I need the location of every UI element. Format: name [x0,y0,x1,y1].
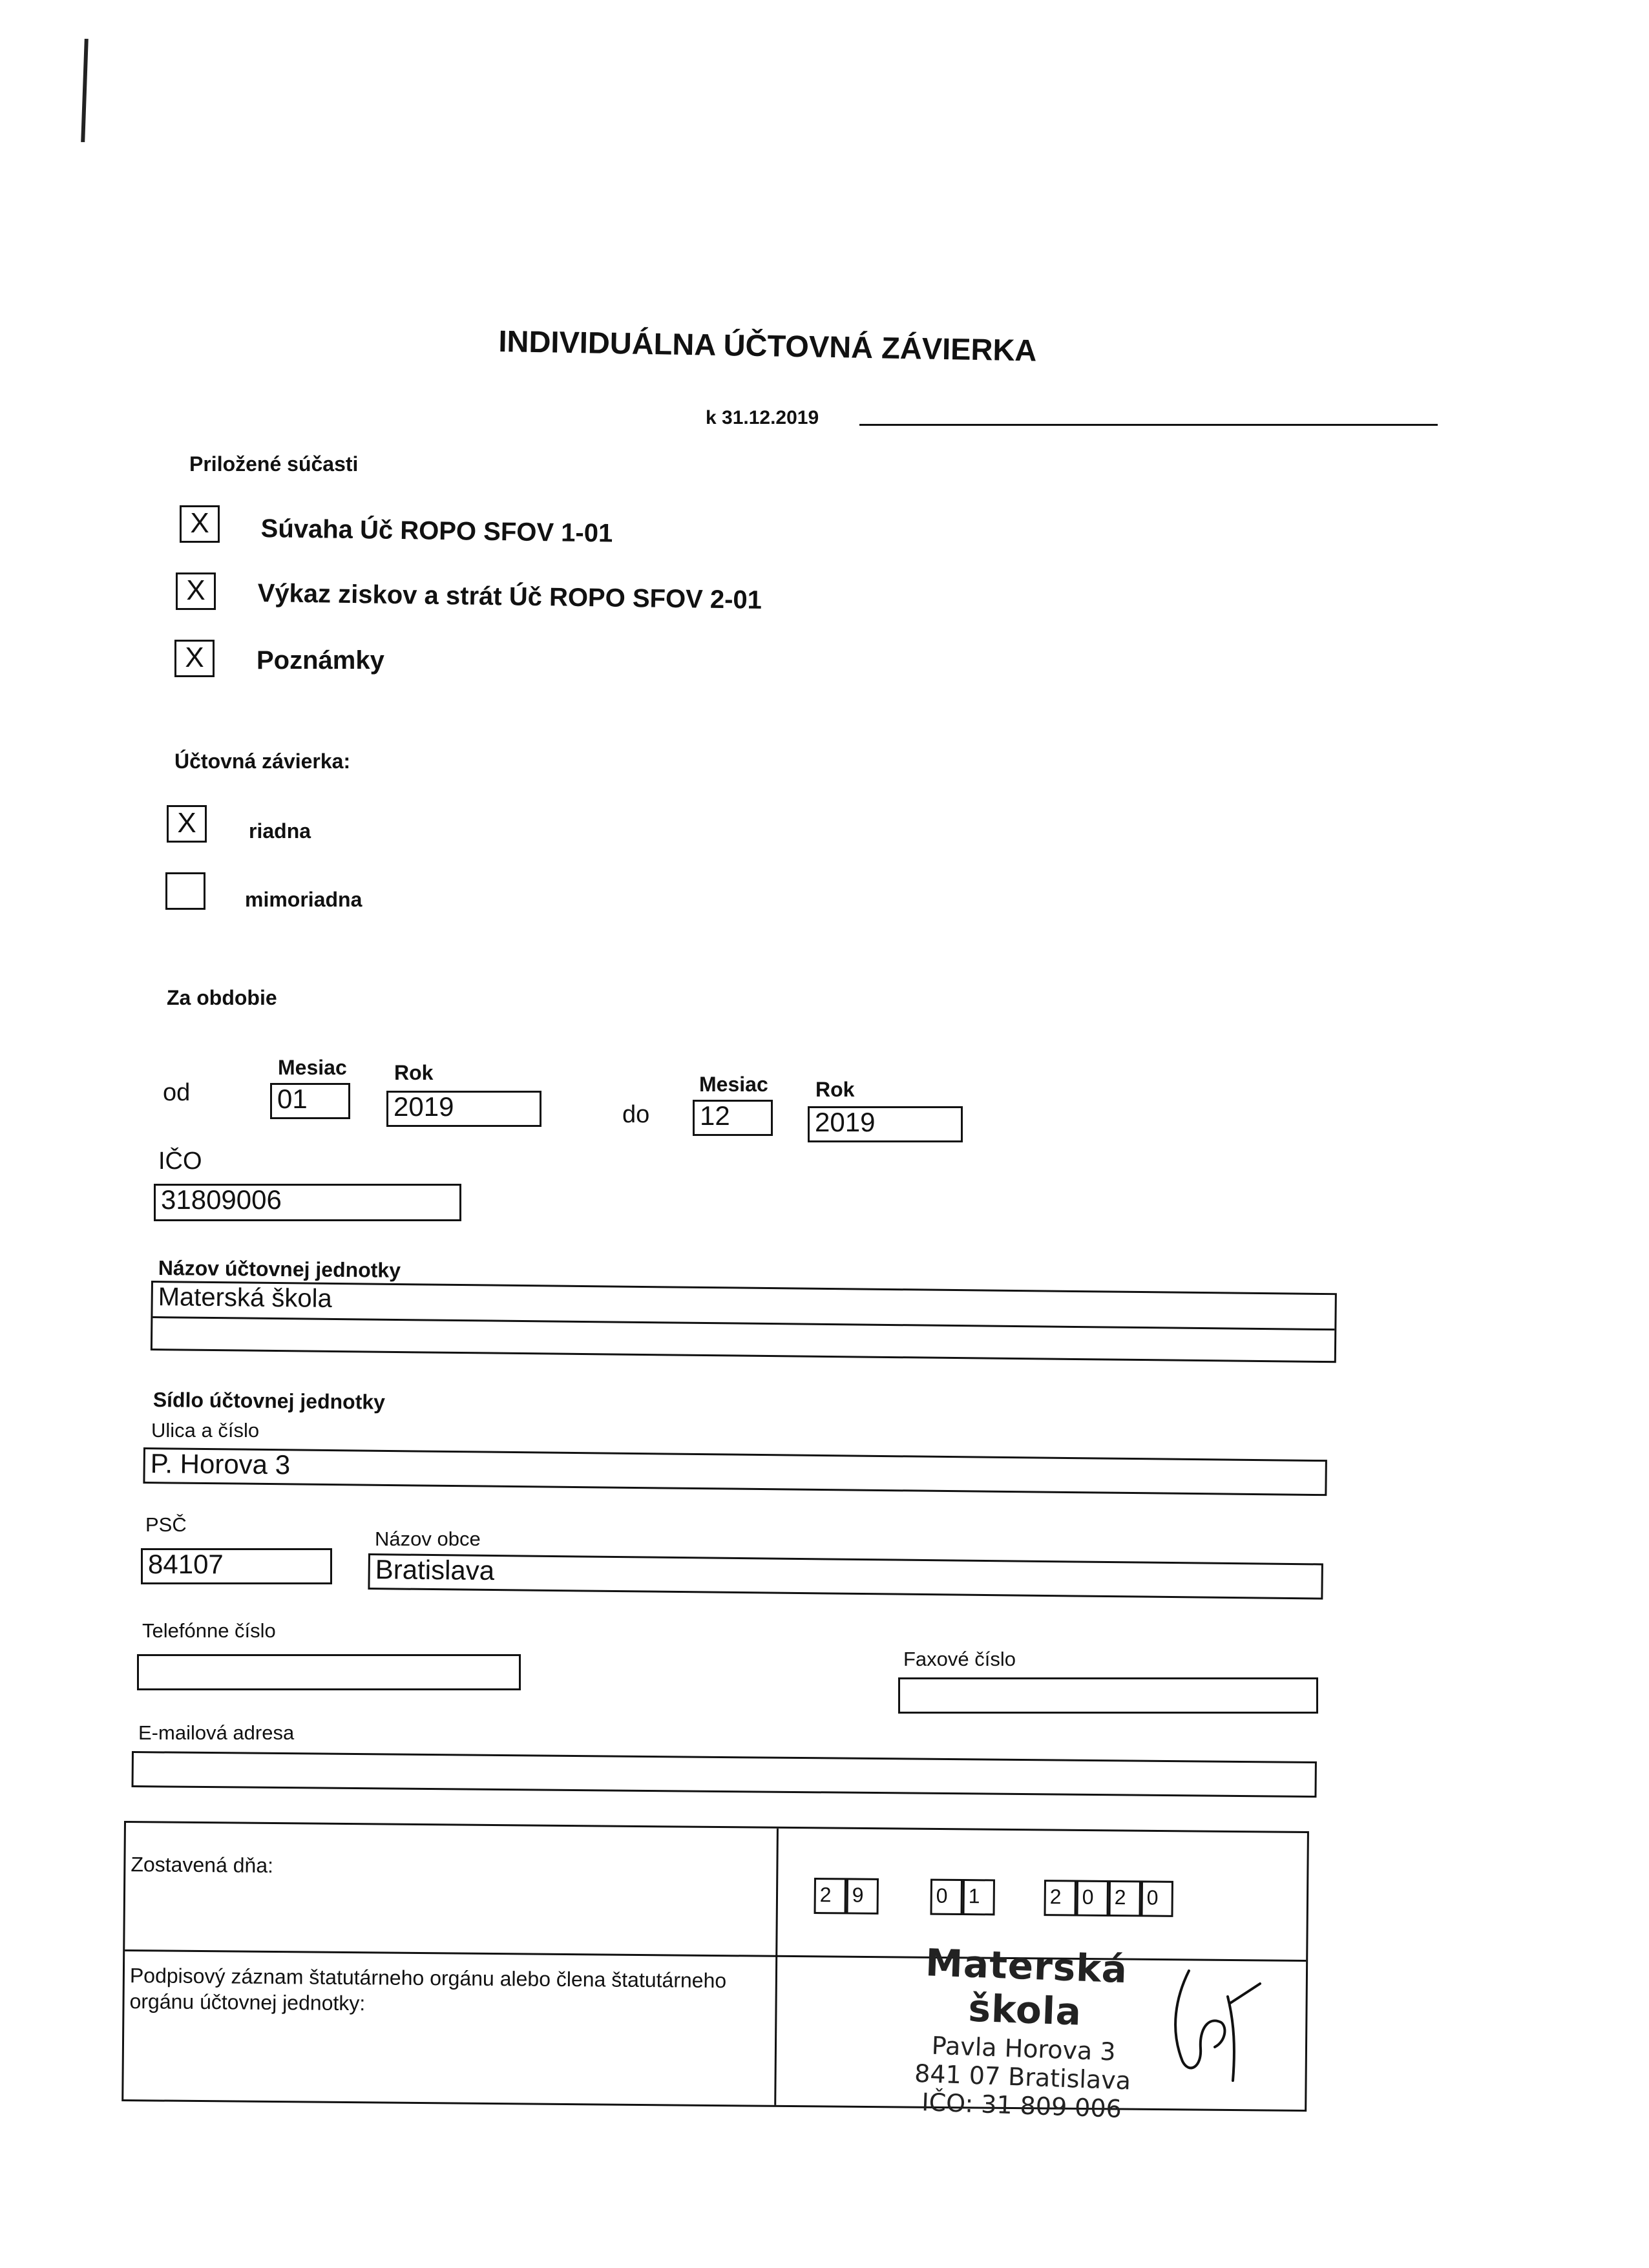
stamp-name: Materská škola [925,1940,1129,2034]
period-label: Za obdobie [167,986,277,1009]
footer-col-divider [774,1829,779,2105]
unit-name-box[interactable] [151,1281,1337,1363]
address-label: Sídlo účtovnej jednotky [152,1388,386,1414]
email-label: E-mailová adresa [138,1721,295,1744]
psc-label: PSČ [145,1513,187,1536]
year-digit-2: 0 [1076,1880,1108,1916]
page-title: INDIVIDUÁLNA ÚČTOVNÁ ZÁVIERKA [498,323,1037,368]
period-from-label: od [163,1079,191,1106]
scan-mark [81,39,89,142]
checkbox-suvaha-mark: X [190,507,209,539]
from-month-field[interactable]: 01 [270,1083,350,1119]
checkbox-suvaha[interactable] [180,505,220,543]
attachments-label: Priložené súčasti [189,452,359,476]
month-digit-1: 0 [930,1879,963,1915]
unit-name-label: Názov účtovnej jednotky [158,1256,401,1282]
checkbox-riadna[interactable] [167,805,207,843]
attachment-poznamky-label: Poznámky [257,646,384,675]
compiled-label: Zostavená dňa: [131,1853,274,1878]
checkbox-vykaz[interactable] [176,572,216,610]
option-riadna-label: riadna [249,819,311,843]
to-month-label: Mesiac [699,1073,768,1096]
street-label: Ulica a číslo [151,1419,260,1442]
checkbox-mimoriadna[interactable] [165,872,205,910]
month-digit-2: 1 [963,1879,995,1915]
fax-label: Faxové číslo [903,1648,1016,1670]
year-digit-4: 0 [1140,1880,1173,1916]
organization-stamp [860,1938,1189,2125]
city-field[interactable]: Bratislava [368,1553,1323,1599]
ico-field[interactable]: 31809006 [154,1184,461,1221]
day-digit-1: 2 [814,1878,846,1914]
psc-field[interactable]: 84107 [141,1548,332,1584]
phone-label: Telefónne číslo [142,1619,276,1642]
handwritten-signature [1163,1958,1266,2087]
checkbox-poznamky[interactable] [174,640,215,677]
checkbox-vykaz-mark: X [186,574,205,606]
stamp-city: 841 07 Bratislava [914,2059,1131,2095]
from-month-label: Mesiac [278,1056,347,1079]
checkbox-riadna-mark: X [177,807,196,839]
stamp-street: Pavla Horova 3 [931,2031,1117,2066]
to-year-field[interactable]: 2019 [808,1106,963,1142]
option-mimoriadna-label: mimoriadna [245,888,362,911]
date-underline [859,424,1438,426]
statement-type-label: Účtovná závierka: [174,750,351,773]
stamp-ico: IČO: 31 809 006 [921,2088,1122,2123]
signature-label: Podpisový záznam štatutárneho orgánu alebo člena štatutárneho orgánu účtovnej jednotky: [129,1964,727,2015]
year-digit-1: 2 [1044,1880,1076,1916]
city-label: Názov obce [375,1528,481,1550]
day-digit-2: 9 [846,1878,879,1914]
unit-name-value: Materská škola [158,1283,332,1313]
attachment-vykaz-label: Výkaz ziskov a strát Úč ROPO SFOV 2-01 [257,579,762,614]
street-field[interactable]: P. Horova 3 [143,1447,1327,1496]
fax-field[interactable] [898,1677,1318,1714]
to-year-label: Rok [815,1078,855,1101]
to-month-field[interactable]: 12 [693,1100,773,1136]
period-to-label: do [622,1101,650,1128]
email-field[interactable] [132,1751,1317,1798]
phone-field[interactable] [137,1654,521,1690]
date-line-text: k 31.12.2019 [706,407,819,428]
attachment-suvaha-label: Súvaha Úč ROPO SFOV 1-01 [260,514,613,548]
checkbox-poznamky-mark: X [185,642,204,673]
from-year-field[interactable]: 2019 [386,1091,541,1127]
from-year-label: Rok [394,1061,434,1084]
year-digit-3: 2 [1108,1880,1140,1916]
ico-label: IČO [158,1148,202,1175]
